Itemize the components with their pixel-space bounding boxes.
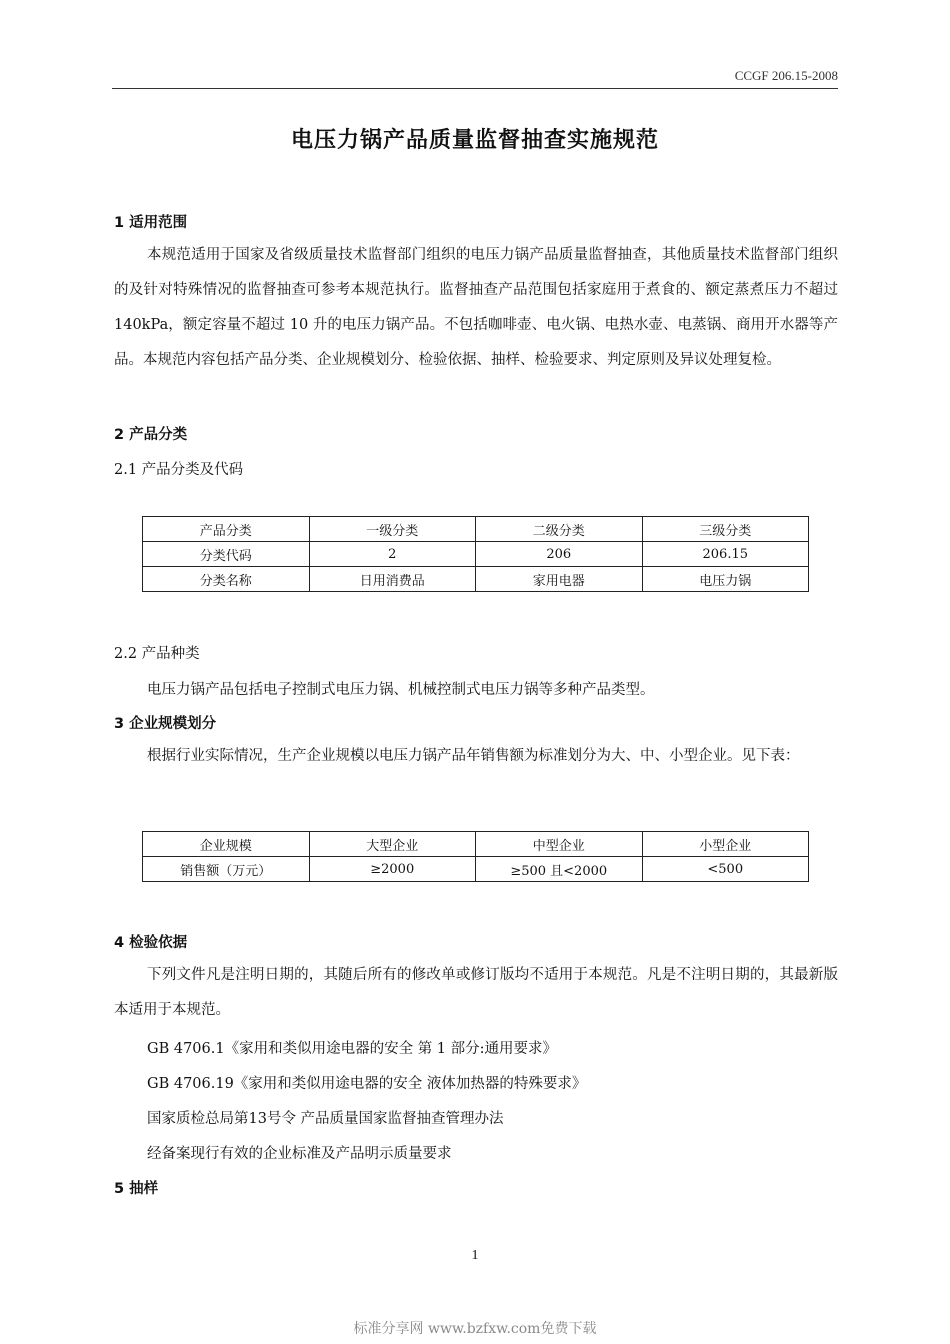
table-row <box>143 542 809 567</box>
reference-item: GB 4706.1《家用和类似用途电器的安全 第 1 部分:通用要求》 <box>147 1041 558 1057</box>
section-1-paragraph: 本规范适用于国家及省级质量技术监督部门组织的电压力锅产品质量监督抽查，其他质量技术监督部门组织的及针对特殊情况的监督抽查可参考本规范执行。监督抽查产品范围包括家庭用于煮食的、额定蒸煮压力不超过 140kPa，额定容量不超过 10 升的电压力锅产品。不包括咖啡壶、电火锅、电热水壶、电蒸锅、商用开水器等产品。本规范内容包括产品分类、企业规模划分、检验依据、抽样、检验要求、判定原则及异议处理复检。 <box>114 247 838 368</box>
section-2-heading: 2 产品分类 <box>114 427 188 443</box>
table-cell: 三级分类 <box>642 517 809 542</box>
reference-item: 国家质检总局第13号令 产品质量国家监督抽查管理办法 <box>147 1111 504 1127</box>
section-4-paragraph: 下列文件凡是注明日期的，其随后所有的修改单或修订版均不适用于本规范。凡是不注明日期的，其最新版本适用于本规范。 <box>114 967 838 1018</box>
table-cell: 一级分类 <box>309 517 476 542</box>
header-code: CCGF 206.15-2008 <box>734 68 838 83</box>
table-cell: <500 <box>642 857 809 882</box>
page-number: 1 <box>471 1248 479 1263</box>
reference-item: GB 4706.19《家用和类似用途电器的安全 液体加热器的特殊要求》 <box>147 1076 587 1092</box>
table-row <box>143 567 809 592</box>
table-cell: 日用消费品 <box>309 567 476 592</box>
document-title: 电压力锅产品质量监督抽查实施规范 <box>290 128 659 153</box>
table-row <box>143 517 809 542</box>
classification-table <box>142 516 809 592</box>
table-cell: 小型企业 <box>642 832 809 857</box>
table-cell: 家用电器 <box>476 567 643 592</box>
table-cell: 分类名称 <box>143 567 310 592</box>
table-cell: 中型企业 <box>476 832 643 857</box>
reference-item: 经备案现行有效的企业标准及产品明示质量要求 <box>147 1146 452 1162</box>
section-5-heading: 5 抽样 <box>114 1181 159 1197</box>
table-cell: 企业规模 <box>143 832 310 857</box>
section-2-2-paragraph: 电压力锅产品包括电子控制式电压力锅、机械控制式电压力锅等多种产品类型。 <box>147 682 655 698</box>
table-cell: 电压力锅 <box>642 567 809 592</box>
table-row <box>143 857 809 882</box>
table-cell: 分类代码 <box>143 542 310 567</box>
section-1-heading: 1 适用范围 <box>114 215 188 231</box>
table-cell: 销售额（万元） <box>143 857 310 882</box>
section-2-1-heading: 2.1 产品分类及代码 <box>114 462 244 478</box>
section-2-2-heading: 2.2 产品种类 <box>114 646 200 662</box>
table-cell: ≥500 且<2000 <box>476 857 643 882</box>
table-cell: 206 <box>476 542 643 567</box>
table-cell: 二级分类 <box>476 517 643 542</box>
table-cell: 产品分类 <box>143 517 310 542</box>
section-4-heading: 4 检验依据 <box>114 935 188 951</box>
table-cell: ≥2000 <box>309 857 476 882</box>
table-row <box>143 832 809 857</box>
table-cell: 2 <box>309 542 476 567</box>
watermark: 标准分享网 www.bzfxw.com免费下载 <box>353 1321 597 1337</box>
header-rule <box>112 88 838 89</box>
table-cell: 大型企业 <box>309 832 476 857</box>
section-3-heading: 3 企业规模划分 <box>114 716 217 732</box>
enterprise-scale-table <box>142 831 809 882</box>
table-cell: 206.15 <box>642 542 809 567</box>
section-3-paragraph: 根据行业实际情况，生产企业规模以电压力锅产品年销售额为标准划分为大、中、小型企业。见下表： <box>147 748 800 764</box>
